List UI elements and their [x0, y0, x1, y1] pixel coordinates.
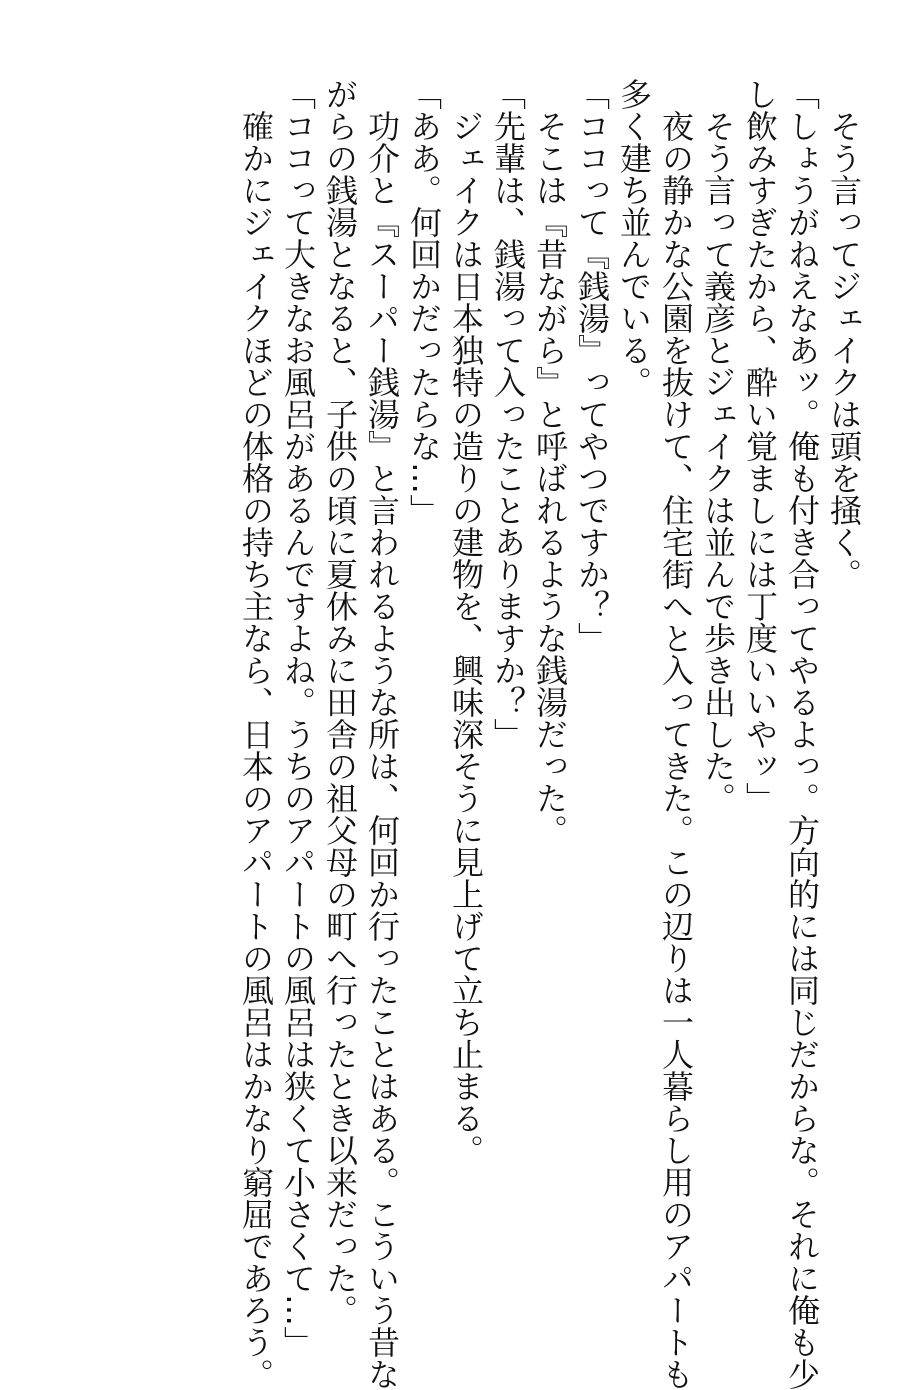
text-line: 夜の静かな公園を抜けて、住宅街へと入ってきた。この辺りは一人暮らし用のアパートも	[657, 78, 695, 1390]
text-line: 「先輩は、銭湯って入ったことありますか？」	[489, 78, 527, 750]
text-line: そこは『昔ながら』と呼ばれるような銭湯だった。	[531, 78, 569, 846]
text-line: 確かにジェイクほどの体格の持ち主なら、日本のアパートの風呂はかなり窮屈であろう。	[237, 78, 275, 1390]
text-line: そう言って義彦とジェイクは並んで歩き出した。	[699, 78, 737, 814]
vertical-text-body	[235, 78, 865, 1390]
text-line: そう言ってジェイクは頭を掻く。	[825, 78, 863, 590]
text-line: 「ココって大きなお風呂があるんですよね。うちのアパートの風呂は狭くて小さくて…」	[279, 78, 317, 1358]
text-line: 功介と『スーパー銭湯』と言われるような所は、何回か行ったことはある。こういう昔な	[363, 78, 401, 1390]
text-line: 「しょうがねえなあッ。俺も付き合ってやるよっ。方向的には同じだからな。それに俺も少	[783, 78, 821, 1390]
text-line: 多く建ち並んでいる。	[615, 78, 653, 398]
text-line: し飲みすぎたから、酔い覚ましには丁度いいやッ」	[741, 78, 779, 814]
text-line: がらの銭湯となると、子供の頃に夏休みに田舎の祖父母の町へ行ったとき以来だった。	[321, 78, 359, 1326]
text-line: 「ココって『銭湯』ってやつですか？」	[573, 78, 611, 654]
text-line: 「ああ。何回かだったらな…」	[405, 78, 443, 526]
text-line: ジェイクは日本独特の造りの建物を、興味深そうに見上げて立ち止まる。	[447, 78, 485, 1166]
